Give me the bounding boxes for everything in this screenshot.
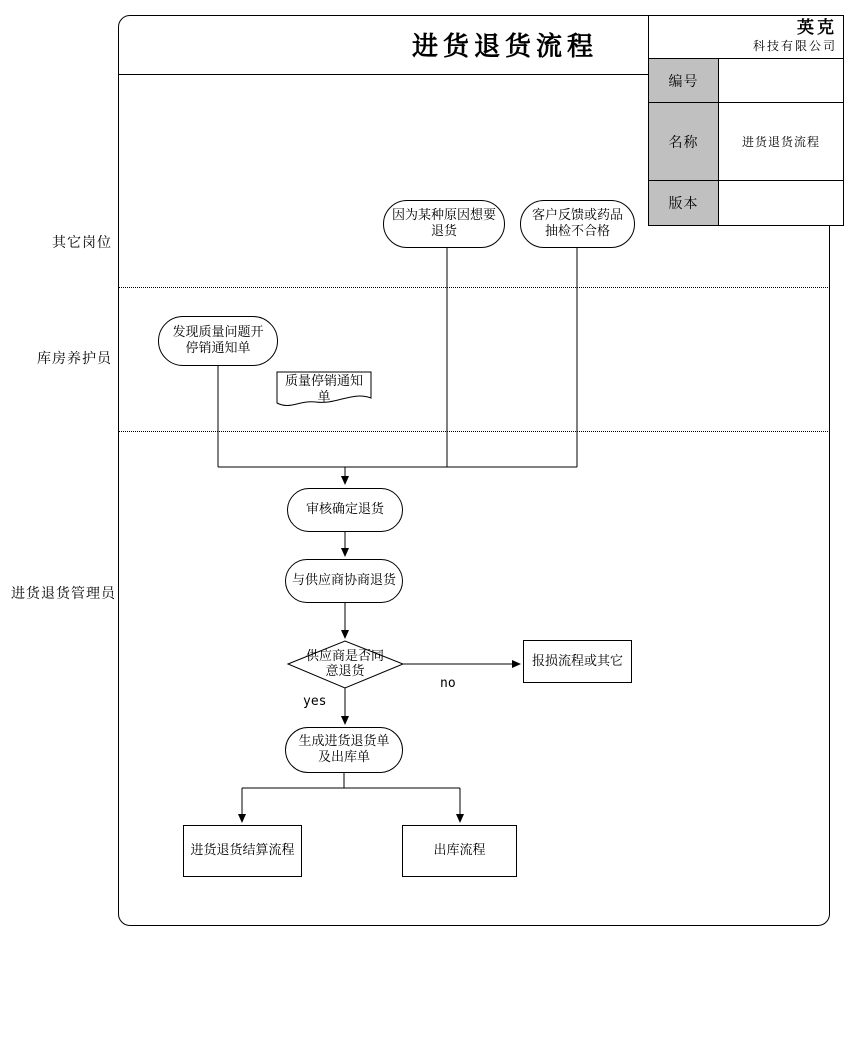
document-label: 质量停销通知单 <box>284 374 363 405</box>
node-return-reason: 因为某种原因想要退货 <box>383 200 505 248</box>
node-negotiate-supplier: 与供应商协商退货 <box>285 559 403 603</box>
info-label-name: 名称 <box>649 103 719 180</box>
info-label-number: 编号 <box>649 59 719 102</box>
node-loss-process: 报损流程或其它 <box>523 640 632 683</box>
node-review-confirm: 审核确定退货 <box>287 488 403 532</box>
node-outbound-process: 出库流程 <box>402 825 517 877</box>
company-name: 科技有限公司 <box>752 39 837 53</box>
decision-supplier-agree: 供应商是否同意退货 <box>305 649 384 679</box>
node-settlement-process: 进货退货结算流程 <box>183 825 302 877</box>
lane-label-other-posts: 其它岗位 <box>52 235 112 251</box>
page-title: 进货退货流程 <box>411 32 598 62</box>
edge-label-yes: yes <box>303 694 327 709</box>
edge-label-no: no <box>440 676 456 691</box>
lane-label-return-manager: 进货退货管理员 <box>11 586 116 602</box>
company-logo: 英克 <box>797 18 837 38</box>
info-label-version: 版本 <box>649 181 719 225</box>
node-customer-feedback: 客户反馈或药品抽检不合格 <box>520 200 635 248</box>
info-value-name: 进货退货流程 <box>741 135 820 149</box>
node-quality-problem: 发现质量问题开停销通知单 <box>158 316 278 366</box>
node-generate-orders: 生成进货退货单及出库单 <box>285 727 403 773</box>
lane-label-warehouse-keeper: 库房养护员 <box>37 351 112 367</box>
